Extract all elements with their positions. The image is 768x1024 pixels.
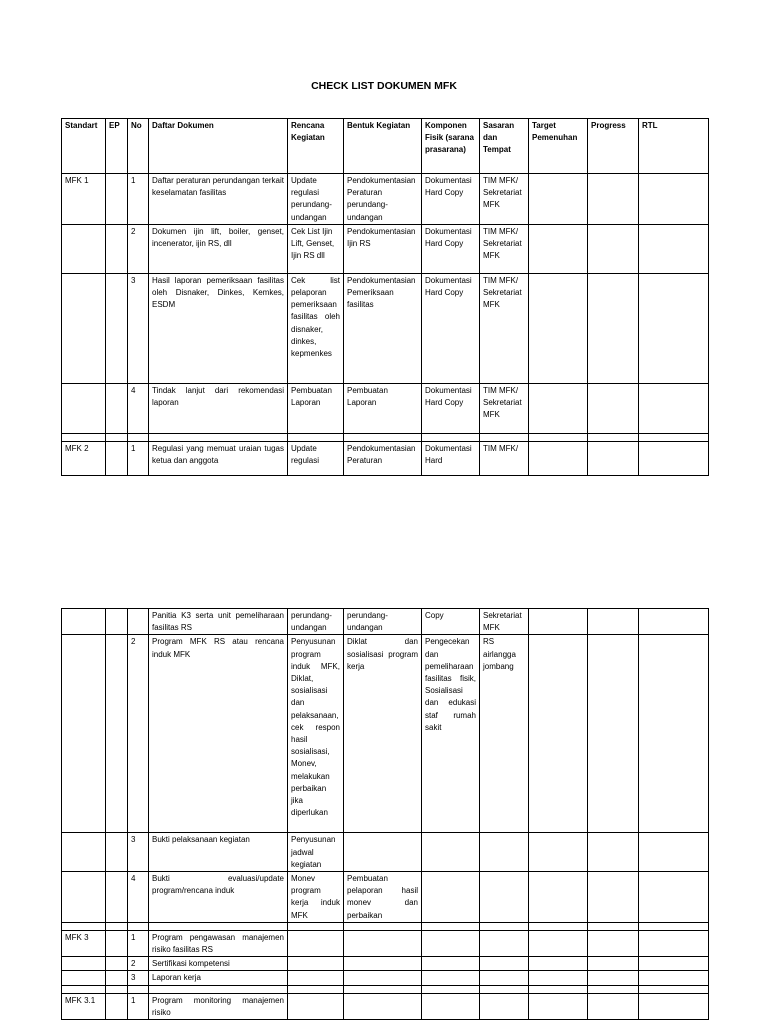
cell-ep (106, 833, 128, 872)
cell-no: 2 (128, 957, 149, 971)
cell-rencana: Penyusunan program induk MFK, Diklat, sosialisasi dan pelaksanaan, cek respon hasil sosialisasi, Monev, melakukan perbaikan jika diperlukan (288, 635, 344, 833)
cell-rtl (639, 872, 709, 923)
table-header-row (62, 119, 709, 174)
cell-daftar: Tindak lanjut dari rekomendasi laporan (149, 383, 288, 433)
cell-no: 3 (128, 273, 149, 383)
cell-daftar: Laporan kerja (149, 971, 288, 985)
cell-rencana: Monev program kerja induk MFK (288, 872, 344, 923)
checklist-table-page-2 (61, 608, 709, 1020)
cell-target (529, 993, 588, 1019)
cell-rencana: Update regulasi perundang-undangan (288, 174, 344, 225)
table-row (62, 609, 709, 635)
cell-rencana: Cek List Ijin Lift, Genset, Ijin RS dll (288, 224, 344, 273)
table-row (62, 957, 709, 971)
cell-progress (588, 609, 639, 635)
cell-rencana: Penyusunan jadwal kegiatan (288, 833, 344, 872)
cell-ep (106, 993, 128, 1019)
header-daftar-dokumen: Daftar Dokumen (149, 119, 288, 174)
cell-komponen: Dokumentasi Hard Copy (422, 273, 480, 383)
cell-standart: MFK 3 (62, 930, 106, 956)
cell-ep (106, 273, 128, 383)
table-spacer-row (62, 433, 709, 441)
cell-bentuk: Pendokumentasian Ijin RS (344, 224, 422, 273)
document-title: CHECK LIST DOKUMEN MFK (311, 80, 457, 92)
cell-sasaran: Sekretariat MFK (480, 609, 529, 635)
cell-no: 1 (128, 993, 149, 1019)
header-bentuk-kegiatan: Bentuk Kegiatan (344, 119, 422, 174)
cell-no: 2 (128, 224, 149, 273)
cell-sasaran (480, 957, 529, 971)
cell-sasaran (480, 872, 529, 923)
table-row (62, 174, 709, 225)
cell-komponen (422, 872, 480, 923)
cell-daftar: Regulasi yang memuat uraian tugas ketua dan anggota (149, 441, 288, 475)
cell-daftar: Program monitoring manajemen risiko (149, 993, 288, 1019)
cell-komponen (422, 930, 480, 956)
cell-no: 1 (128, 441, 149, 475)
cell-progress (588, 872, 639, 923)
cell-standart (62, 833, 106, 872)
cell-bentuk: Diklat dan sosialisasi program kerja (344, 635, 422, 833)
cell-ep (106, 930, 128, 956)
cell-sasaran (480, 971, 529, 985)
cell-ep (106, 383, 128, 433)
cell-no: 3 (128, 971, 149, 985)
cell-target (529, 635, 588, 833)
cell-rtl (639, 833, 709, 872)
cell-bentuk (344, 993, 422, 1019)
cell-rencana (288, 971, 344, 985)
cell-target (529, 872, 588, 923)
table-row (62, 441, 709, 475)
cell-komponen: Dokumentasi Hard (422, 441, 480, 475)
cell-rtl (639, 971, 709, 985)
cell-progress (588, 993, 639, 1019)
cell-rencana (288, 930, 344, 956)
cell-target (529, 441, 588, 475)
table-row (62, 971, 709, 985)
cell-komponen (422, 971, 480, 985)
cell-ep (106, 224, 128, 273)
table-spacer-row (62, 985, 709, 993)
cell-rtl (639, 957, 709, 971)
cell-daftar: Program pengawasan manajemen risiko fasilitas RS (149, 930, 288, 956)
header-sasaran-tempat: Sasaran dan Tempat (480, 119, 529, 174)
cell-no: 1 (128, 174, 149, 225)
header-no: No (128, 119, 149, 174)
cell-daftar: Panitia K3 serta unit pemeliharaan fasilitas RS (149, 609, 288, 635)
cell-target (529, 174, 588, 225)
cell-no: 4 (128, 383, 149, 433)
cell-ep (106, 635, 128, 833)
cell-rtl (639, 383, 709, 433)
cell-ep (106, 872, 128, 923)
table-row (62, 993, 709, 1019)
cell-progress (588, 971, 639, 985)
cell-no: 3 (128, 833, 149, 872)
table-row (62, 872, 709, 923)
cell-bentuk (344, 833, 422, 872)
cell-standart (62, 609, 106, 635)
cell-sasaran: TIM MFK/ Sekretariat MFK (480, 273, 529, 383)
header-rencana-kegiatan: Rencana Kegiatan (288, 119, 344, 174)
cell-target (529, 930, 588, 956)
cell-ep (106, 174, 128, 225)
cell-rtl (639, 273, 709, 383)
cell-progress (588, 930, 639, 956)
cell-standart: MFK 1 (62, 174, 106, 225)
header-ep: EP (106, 119, 128, 174)
cell-bentuk: Pembuatan Laporan (344, 383, 422, 433)
cell-ep (106, 971, 128, 985)
cell-rtl (639, 174, 709, 225)
cell-target (529, 833, 588, 872)
cell-bentuk (344, 930, 422, 956)
cell-komponen: Copy (422, 609, 480, 635)
cell-progress (588, 224, 639, 273)
cell-progress (588, 833, 639, 872)
table-row (62, 930, 709, 956)
table-row (62, 635, 709, 833)
cell-target (529, 273, 588, 383)
cell-standart (62, 383, 106, 433)
cell-standart (62, 224, 106, 273)
cell-target (529, 224, 588, 273)
header-rtl: RTL (639, 119, 709, 174)
table-row (62, 383, 709, 433)
cell-komponen: Pengecekan dan pemeliharaan fasilitas fisik, Sosialisasi dan edukasi staf rumah sakit (422, 635, 480, 833)
cell-bentuk: perundang-undangan (344, 609, 422, 635)
table-row (62, 833, 709, 872)
cell-komponen (422, 833, 480, 872)
header-target-pemenuhan: Target Pemenuhan (529, 119, 588, 174)
cell-daftar: Hasil laporan pemeriksaan fasilitas oleh Disnaker, Dinkes, Kemkes, ESDM (149, 273, 288, 383)
cell-daftar: Dokumen ijin lift, boiler, genset, incenerator, ijin RS, dll (149, 224, 288, 273)
cell-no: 4 (128, 872, 149, 923)
cell-bentuk: Pembuatan pelaporan hasil monev dan perbaikan (344, 872, 422, 923)
cell-progress (588, 174, 639, 225)
cell-bentuk (344, 957, 422, 971)
cell-daftar: Program MFK RS atau rencana induk MFK (149, 635, 288, 833)
cell-no: 2 (128, 635, 149, 833)
cell-ep (106, 441, 128, 475)
cell-sasaran: TIM MFK/ Sekretariat MFK (480, 383, 529, 433)
cell-rencana (288, 957, 344, 971)
checklist-table-page-1 (61, 118, 709, 476)
cell-standart (62, 273, 106, 383)
cell-rencana: Pembuatan Laporan (288, 383, 344, 433)
cell-standart (62, 872, 106, 923)
cell-rtl (639, 635, 709, 833)
cell-daftar: Sertifikasi kompetensi (149, 957, 288, 971)
cell-progress (588, 383, 639, 433)
cell-bentuk: Pendokumentasian Pemeriksaan fasilitas (344, 273, 422, 383)
table-row (62, 224, 709, 273)
cell-progress (588, 635, 639, 833)
cell-sasaran (480, 993, 529, 1019)
cell-bentuk: Pendokumentasian Peraturan (344, 441, 422, 475)
cell-standart: MFK 2 (62, 441, 106, 475)
cell-ep (106, 957, 128, 971)
cell-no (128, 609, 149, 635)
cell-rencana (288, 993, 344, 1019)
cell-standart: MFK 3.1 (62, 993, 106, 1019)
cell-daftar: Bukti evaluasi/update program/rencana induk (149, 872, 288, 923)
cell-standart (62, 971, 106, 985)
cell-bentuk (344, 971, 422, 985)
cell-rtl (639, 224, 709, 273)
table-row (62, 273, 709, 383)
cell-rtl (639, 930, 709, 956)
cell-target (529, 609, 588, 635)
cell-rtl (639, 441, 709, 475)
header-komponen-fisik: Komponen Fisik (sarana prasarana) (422, 119, 480, 174)
cell-sasaran: RS airlangga jombang (480, 635, 529, 833)
cell-standart (62, 957, 106, 971)
cell-komponen: Dokumentasi Hard Copy (422, 383, 480, 433)
cell-komponen (422, 993, 480, 1019)
cell-ep (106, 609, 128, 635)
cell-sasaran (480, 833, 529, 872)
cell-bentuk: Pendokumentasian Peraturan perundang-undangan (344, 174, 422, 225)
cell-komponen: Dokumentasi Hard Copy (422, 224, 480, 273)
cell-target (529, 957, 588, 971)
header-progress: Progress (588, 119, 639, 174)
cell-target (529, 383, 588, 433)
cell-sasaran: TIM MFK/ Sekretariat MFK (480, 224, 529, 273)
cell-target (529, 971, 588, 985)
cell-komponen: Dokumentasi Hard Copy (422, 174, 480, 225)
cell-sasaran (480, 930, 529, 956)
cell-progress (588, 441, 639, 475)
cell-sasaran: TIM MFK/ (480, 441, 529, 475)
cell-rtl (639, 609, 709, 635)
cell-progress (588, 957, 639, 971)
cell-progress (588, 273, 639, 383)
cell-rencana: Cek list pelaporan pemeriksaan fasilitas oleh disnaker, dinkes, kepmenkes (288, 273, 344, 383)
cell-rtl (639, 993, 709, 1019)
header-standart: Standart (62, 119, 106, 174)
cell-no: 1 (128, 930, 149, 956)
cell-komponen (422, 957, 480, 971)
cell-daftar: Bukti pelaksanaan kegiatan (149, 833, 288, 872)
cell-rencana: Update regulasi (288, 441, 344, 475)
cell-rencana: perundang-undangan (288, 609, 344, 635)
cell-standart (62, 635, 106, 833)
cell-daftar: Daftar peraturan perundangan terkait keselamatan fasilitas (149, 174, 288, 225)
cell-sasaran: TIM MFK/ Sekretariat MFK (480, 174, 529, 225)
table-spacer-row (62, 922, 709, 930)
